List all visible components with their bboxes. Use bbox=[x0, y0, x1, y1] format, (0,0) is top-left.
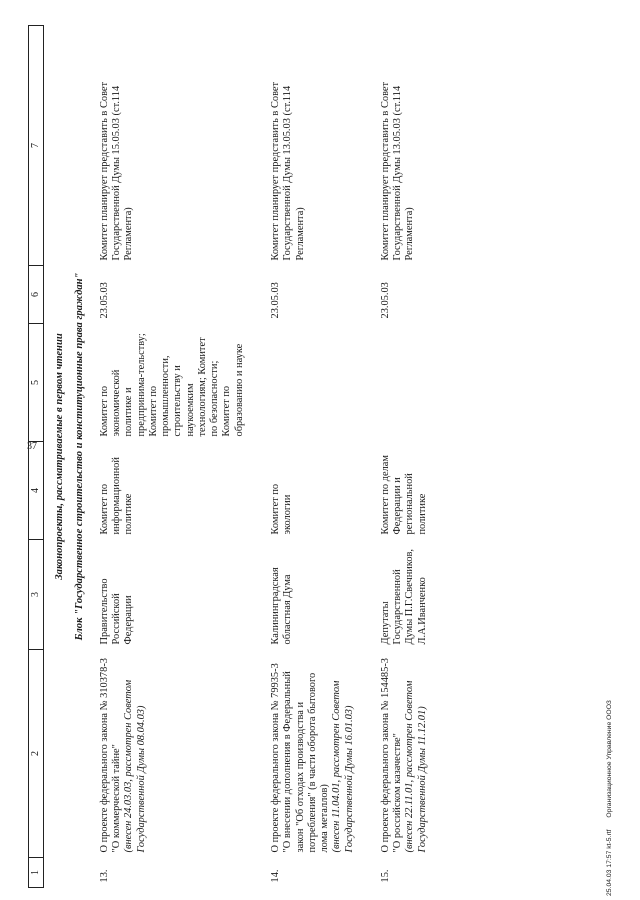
column-header: 4 bbox=[29, 442, 44, 540]
column-header: 2 bbox=[29, 650, 44, 858]
date-cell: 23.05.03 bbox=[269, 282, 281, 319]
page-number: 37 bbox=[27, 441, 37, 452]
bill-cell bbox=[374, 650, 447, 858]
author-cell: Калининградская областная Дума bbox=[269, 567, 294, 645]
bill-cell bbox=[93, 650, 264, 858]
remark-cell: Комитет планирует представить в Совет Государственной Думы 15.05.03 (ст.114 Регламента) bbox=[98, 81, 135, 261]
column-header: 5 bbox=[29, 324, 44, 442]
bill-note: (внесен 24.03.03, рассмотрен Советом Государственной Думы 08.04.03) bbox=[123, 679, 147, 853]
committee-cell: Комитет по экологии bbox=[269, 483, 294, 535]
column-number-row bbox=[29, 26, 44, 888]
table-row bbox=[374, 26, 447, 888]
agenda-table bbox=[28, 25, 447, 888]
remark-cell: Комитет планирует представить в Совет Государственной Думы 13.05.03 (ст.114 Регламента) bbox=[269, 81, 306, 261]
column-header: 6 bbox=[29, 266, 44, 324]
column-header: 7 bbox=[29, 26, 44, 266]
row-number: 15. bbox=[379, 869, 391, 883]
bill-title: О проекте федерального закона № 154485-3 "О российском казачестве" bbox=[379, 658, 404, 853]
footer-department: Организационное Управление ООО3 bbox=[606, 700, 613, 818]
bill-title: О проекте федерального закона № 79935-3 "О внесении дополнения в Федеральный закон "Об отходах производства и потребления" (в части оборота бытового лома металлов) bbox=[269, 663, 331, 853]
remark-cell: Комитет планирует представить в Совет Государственной Думы 13.05.03 (ст.114 Регламента) bbox=[379, 81, 416, 261]
block-heading-row bbox=[70, 26, 93, 888]
bill-note: (внесен 11.04.01, рассмотрен Советом Государственной Думы 16.01.03) bbox=[331, 680, 355, 853]
footer-stamp: 25.04.03 17:57 kt-5.rtf bbox=[606, 829, 613, 896]
column-header: 1 bbox=[29, 858, 44, 888]
row-number: 13. bbox=[98, 869, 110, 883]
column-header: 3 bbox=[29, 540, 44, 650]
author-cell: Депутаты Государственной Думы П.Г.Свечников, Л.А.Иванченко bbox=[379, 548, 428, 645]
co-committees-cell: Комитет по экономической политике и предпринима-тельству; Комитет по промышленности, строительству и наукоемким технологиям; Комитет по безопасности; Комитет по образованию и науке bbox=[98, 333, 245, 437]
page-footer bbox=[606, 376, 613, 896]
date-cell: 23.05.03 bbox=[98, 282, 110, 319]
date-cell: 23.05.03 bbox=[379, 282, 391, 319]
committee-cell: Комитет по делам Федерации и региональной политике bbox=[379, 455, 428, 535]
bill-title: О проекте федерального закона № 310378-3 "О коммерческой тайне" bbox=[98, 658, 123, 853]
table-row bbox=[93, 26, 264, 888]
rotated-agenda-table bbox=[28, 26, 554, 888]
table-row bbox=[264, 26, 374, 888]
co-committees-cell bbox=[264, 324, 374, 442]
row-number: 14. bbox=[269, 869, 281, 883]
block-title: Блок "Государственное строительство и конституционные права граждан" bbox=[74, 272, 86, 641]
bill-note: (внесен 22.11.01, рассмотрен Советом Государственной Думы 11.12.01) bbox=[404, 680, 428, 853]
committee-cell: Комитет по информационной политике bbox=[98, 457, 135, 535]
bill-cell bbox=[264, 650, 374, 858]
section-title: Законопроекты, рассматриваемые в первом чтении bbox=[53, 333, 65, 580]
author-cell: Правительство Российской Федерации bbox=[98, 578, 135, 645]
section-heading-row bbox=[43, 26, 70, 888]
co-committees-cell bbox=[374, 324, 447, 442]
